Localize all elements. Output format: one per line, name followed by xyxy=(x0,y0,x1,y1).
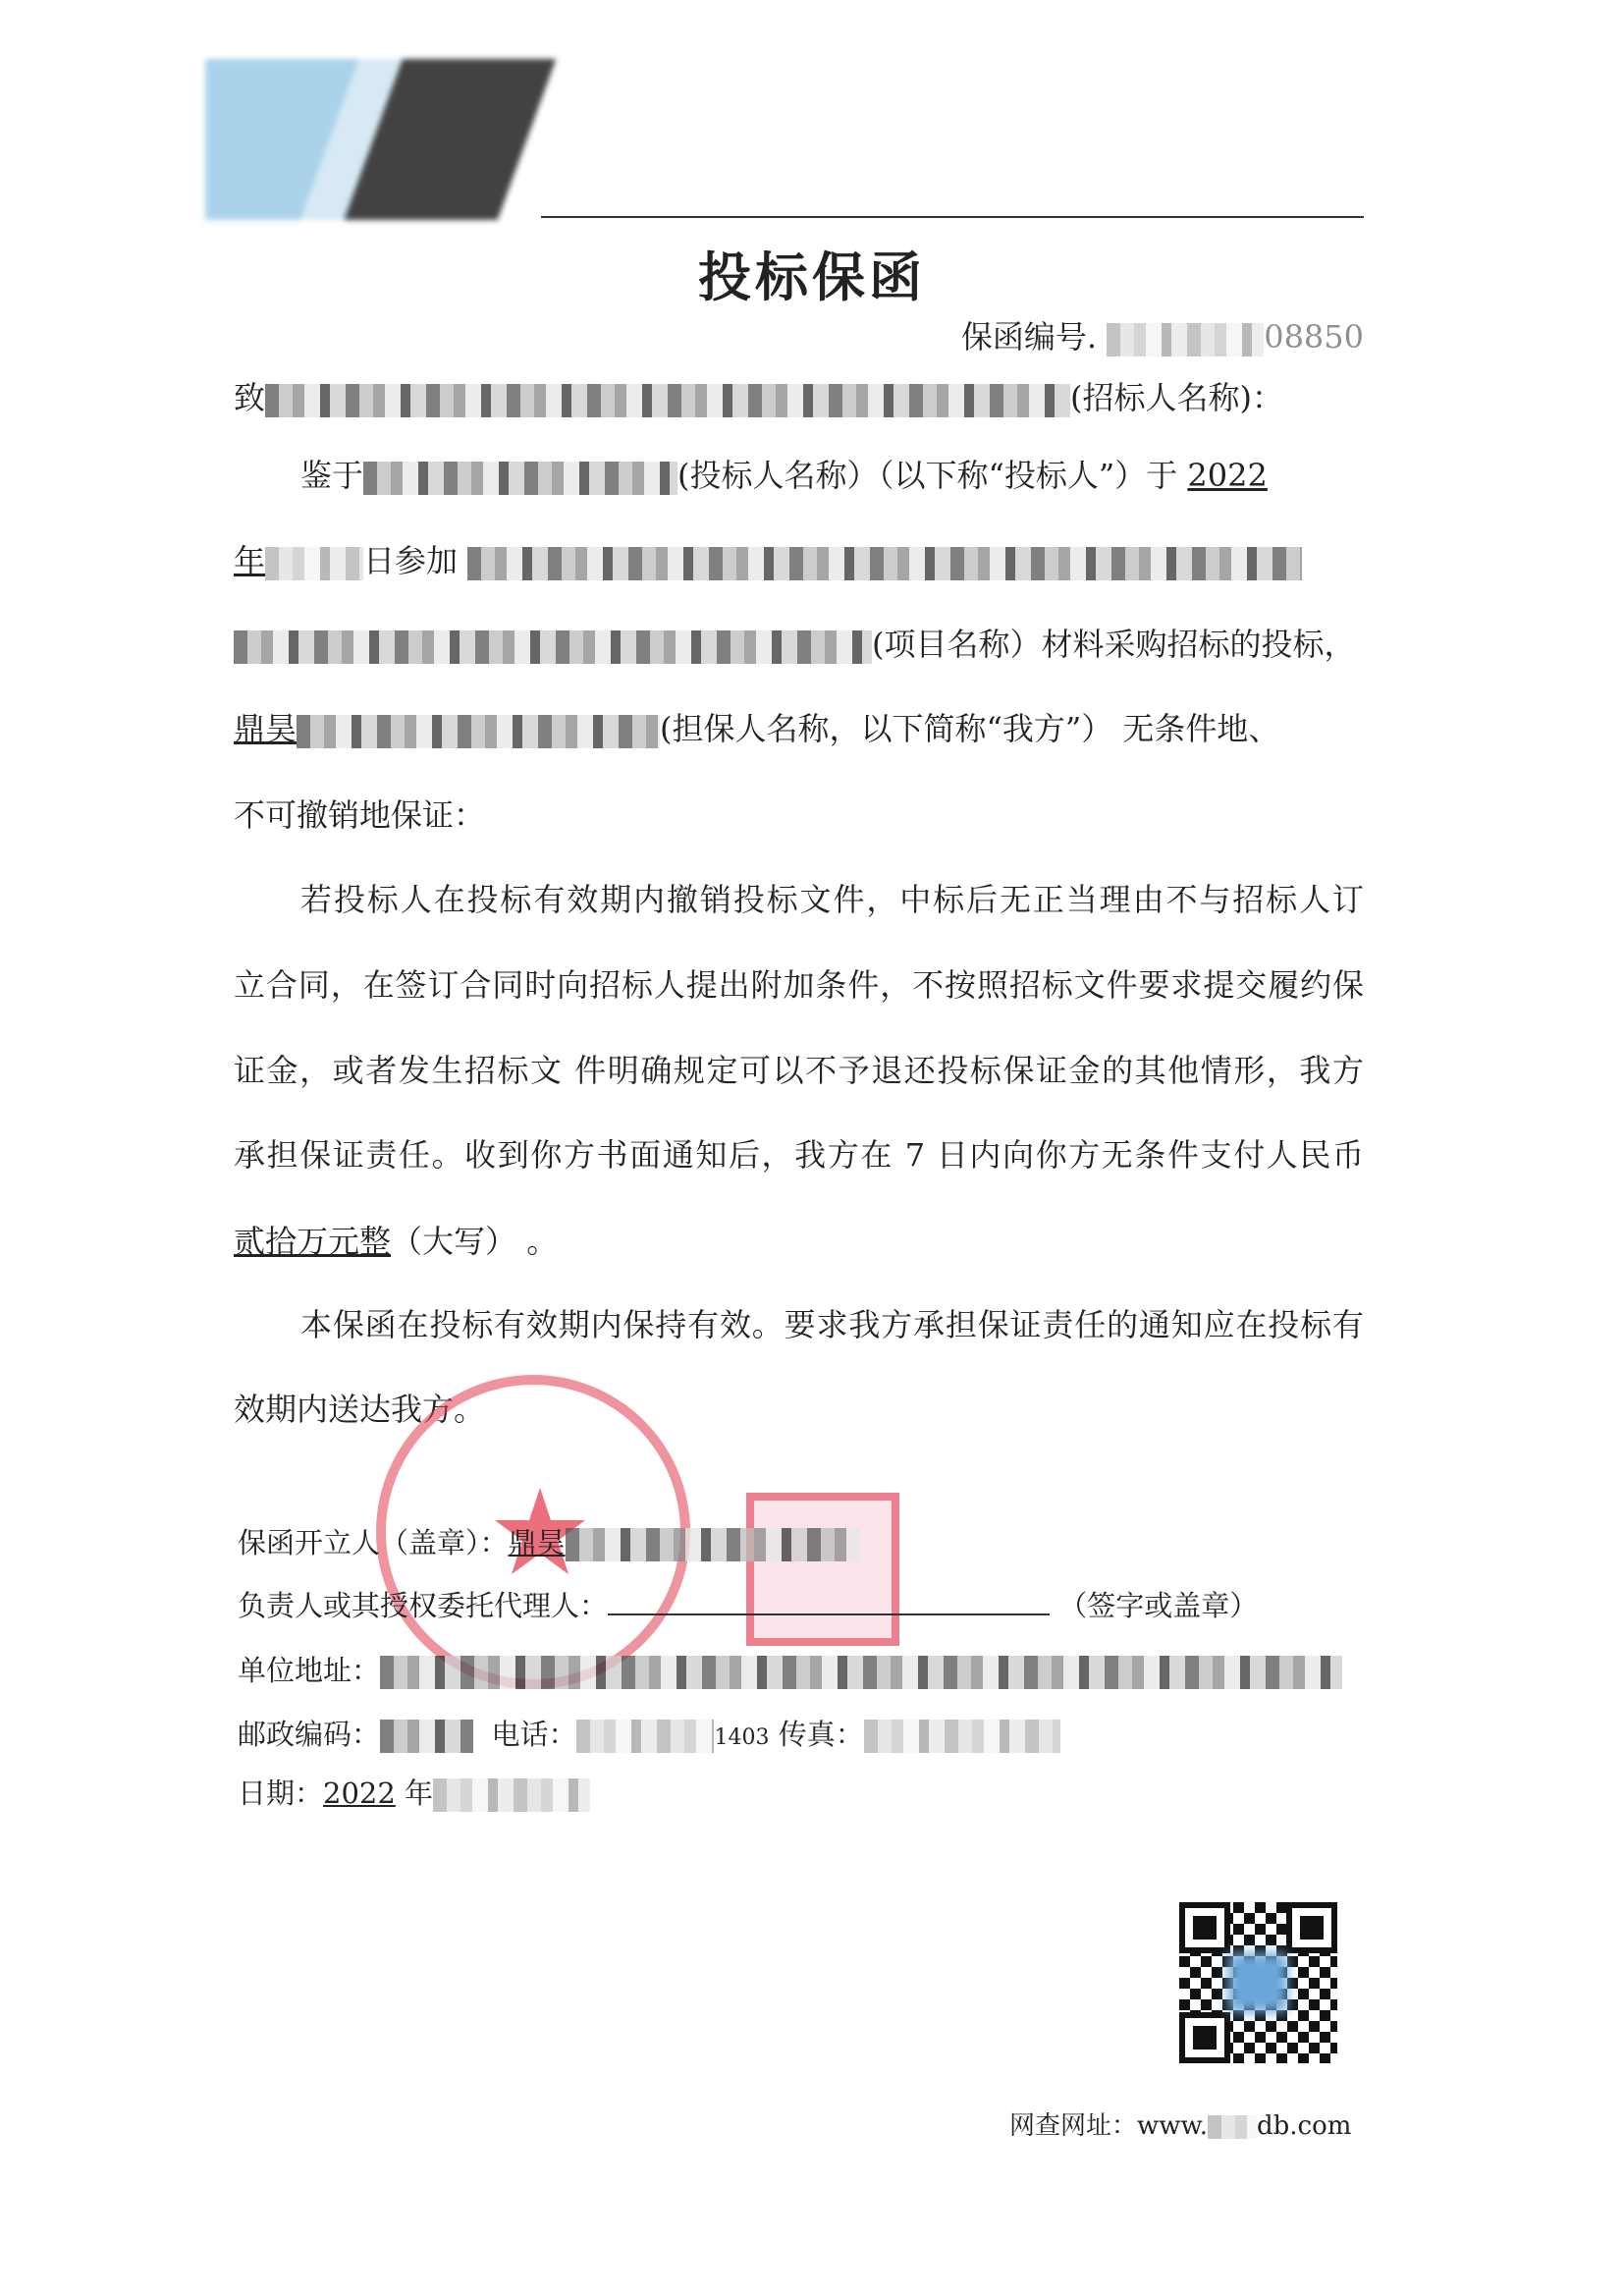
redacted xyxy=(380,1720,473,1753)
verification-qr-code[interactable] xyxy=(1179,1902,1337,2063)
para2-line2: 立合同，在签订合同时向招标人提出附加条件，不按照招标文件要求提交履约保 xyxy=(234,966,1364,1004)
para2-line5 xyxy=(234,1222,1364,1261)
redacted xyxy=(363,462,677,495)
issuer-line xyxy=(238,1523,1368,1562)
year: 2022 xyxy=(1187,457,1268,494)
redacted xyxy=(433,1778,590,1812)
date-label: 日期： xyxy=(238,1777,324,1810)
text: 日参加 xyxy=(363,542,459,579)
address-label: 单位地址： xyxy=(238,1654,381,1687)
para2-line3: 证金，或者发生招标文 件明确规定可以不予退还投标保证金的其他情形，我方 xyxy=(234,1052,1364,1089)
verify-url-end: db.com xyxy=(1256,2111,1352,2141)
signature-blank xyxy=(608,1613,1050,1615)
text: (项目名称）材料采购招标的投标， xyxy=(872,626,1356,663)
redacted xyxy=(1208,2115,1257,2139)
para2-line4: 承担保证责任。收到你方书面通知后，我方在 7 日内向你方无条件支付人民币 xyxy=(234,1136,1364,1174)
issuer-value: 鼎昊 xyxy=(508,1526,566,1559)
para1-line1 xyxy=(234,456,1364,495)
para1-line2 xyxy=(234,541,1364,580)
text: (担保人名称，以下简称“我方”） 无条件地、 xyxy=(660,710,1280,747)
verify-label: 网查网址： xyxy=(1009,2111,1138,2141)
para1-line3 xyxy=(234,625,1364,664)
redacted xyxy=(1107,323,1264,356)
text: 年 xyxy=(234,542,266,579)
phone-tail: 1403 xyxy=(714,1725,770,1750)
fax-label: 传真： xyxy=(778,1718,864,1751)
text: (投标人名称）（以下称“投标人”）于 xyxy=(677,457,1178,494)
guarantee-number-label: 保函编号. xyxy=(960,318,1098,355)
para2-line1: 若投标人在投标有效期内撤销投标文件，中标后无正当理由不与招标人订 xyxy=(300,881,1364,918)
address-line xyxy=(238,1651,1368,1690)
agent-label: 负责人或其授权委托代理人： xyxy=(238,1589,609,1622)
text: 鉴于 xyxy=(300,457,364,494)
date-year: 2022 xyxy=(323,1777,396,1810)
para1-line5: 不可撤销地保证： xyxy=(234,796,486,834)
postcode-label: 邮政编码： xyxy=(238,1718,381,1751)
to-suffix: (招标人名称)： xyxy=(1070,379,1283,416)
redacted xyxy=(467,547,1302,580)
redacted xyxy=(566,1528,860,1561)
redacted-project-name xyxy=(234,630,872,664)
para3-line1: 本保函在投标有效期内保持有效。要求我方承担保证责任的通知应在投标有 xyxy=(300,1306,1364,1343)
guarantee-number xyxy=(234,317,1364,356)
issuer-label: 保函开立人（盖章）： xyxy=(238,1526,509,1559)
verify-url-line xyxy=(1009,2105,1351,2142)
redacted xyxy=(265,547,363,580)
contact-line xyxy=(238,1715,1368,1758)
agent-suffix: （签字或盖章） xyxy=(1058,1589,1259,1622)
redacted xyxy=(864,1720,1060,1753)
addressee-line xyxy=(234,378,1364,417)
company-logo-redacted xyxy=(205,59,585,220)
date-line xyxy=(238,1774,1368,1813)
phone-label: 电话： xyxy=(491,1718,577,1751)
redacted xyxy=(297,715,660,748)
para1-line4 xyxy=(234,709,1364,748)
header-rule xyxy=(541,216,1364,218)
amount-in-words: 贰拾万元整 xyxy=(234,1223,392,1260)
para3-line2: 效期内送达我方。 xyxy=(234,1391,486,1428)
guarantee-number-tail: 08850 xyxy=(1264,318,1364,355)
to-prefix: 致 xyxy=(234,379,266,416)
document-title: 投标保函 xyxy=(698,246,926,308)
guarantor-name: 鼎昊 xyxy=(234,710,298,747)
verify-url-start: www. xyxy=(1137,2111,1208,2141)
agent-line xyxy=(238,1586,1368,1625)
date-year-unit: 年 xyxy=(405,1777,434,1810)
redacted xyxy=(265,384,1070,417)
text: （大写） 。 xyxy=(391,1223,559,1260)
redacted xyxy=(380,1656,1342,1689)
redacted xyxy=(576,1720,714,1753)
